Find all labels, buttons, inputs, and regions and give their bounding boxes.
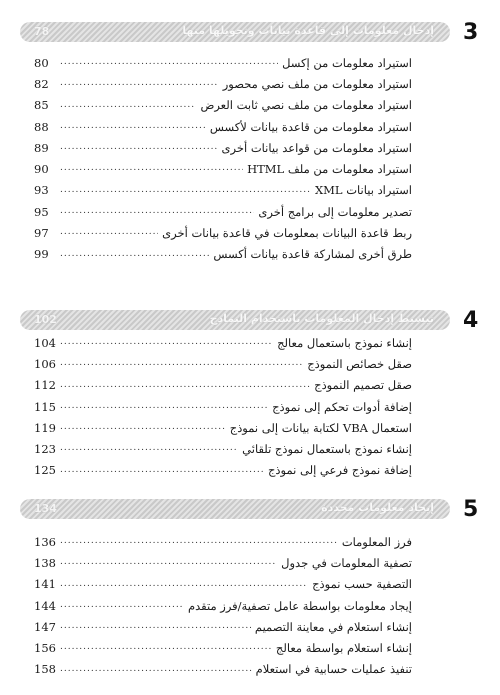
entry-page-number-wrap	[34, 120, 52, 134]
entry-page-number: 95	[34, 204, 49, 219]
chapter-title: إدخال معلومات إلى قاعدة بيانات وتحويلها منها	[182, 24, 434, 37]
entry-title: استيراد معلومات من ملف نصي محصور	[219, 77, 412, 91]
chapter-title: تبسيط إدخال المعلومات باستخدام النماذج	[209, 312, 434, 325]
toc-entry[interactable]	[34, 73, 412, 94]
entry-page-number-wrap	[34, 56, 52, 70]
toc-entry[interactable]	[34, 201, 412, 222]
chapter-number: 3	[463, 20, 479, 45]
entry-page-number-wrap	[34, 442, 59, 456]
entry-title: فرز المعلومات	[338, 535, 412, 549]
entry-title: طرق أخرى لمشاركة قاعدة بيانات أكسس	[209, 247, 412, 261]
entry-page-number-wrap	[34, 556, 59, 570]
entry-page-number-wrap	[34, 599, 59, 613]
entry-page-number: 138	[34, 555, 56, 570]
toc-entry[interactable]	[34, 396, 412, 417]
entry-page-number-wrap	[34, 620, 59, 634]
toc-entry[interactable]	[34, 222, 412, 243]
toc-entry[interactable]	[34, 95, 412, 116]
chapter-entries	[34, 52, 412, 265]
entry-page-number-wrap	[34, 463, 59, 477]
entry-title: استيراد معلومات من ملف HTML	[243, 162, 412, 176]
entry-page-number: 106	[34, 356, 56, 371]
entry-page-number-wrap	[34, 357, 59, 371]
entry-page-number: 104	[34, 335, 56, 350]
entry-page-number: 125	[34, 463, 56, 478]
entry-page-number: 119	[34, 420, 56, 435]
chapter-number: 4	[463, 308, 479, 333]
chapter-header-bar	[20, 310, 450, 330]
entry-title: إضافة أدوات تحكم إلى نموذج	[268, 400, 412, 414]
entry-title: استعمال VBA لكتابة بيانات إلى نموذج	[226, 421, 412, 435]
entry-title: صقل تصميم النموذج	[310, 378, 412, 392]
toc-entry[interactable]	[34, 595, 412, 616]
toc-entry[interactable]	[34, 375, 412, 396]
entry-page-number: 112	[34, 378, 56, 393]
entry-page-number-wrap	[34, 183, 52, 197]
entry-page-number-wrap	[34, 336, 59, 350]
entry-page-number: 141	[34, 577, 56, 592]
entry-title: إيجاد معلومات بواسطة عامل تصفية/فرز متقدم	[184, 599, 412, 613]
entry-page-number: 115	[34, 399, 56, 414]
chapter-entries	[34, 531, 412, 680]
toc-entry[interactable]	[34, 659, 412, 680]
toc-entry[interactable]	[34, 244, 412, 265]
chapter-page-number: 78	[34, 25, 50, 38]
chapter-header-bar	[20, 499, 450, 519]
chapter-header-bar	[20, 22, 450, 42]
entry-page-number-wrap	[34, 141, 52, 155]
entry-page-number: 123	[34, 442, 56, 457]
toc-entry[interactable]	[34, 332, 412, 353]
entry-page-number-wrap	[34, 535, 59, 549]
toc-entry[interactable]	[34, 158, 412, 179]
entry-page-number: 89	[34, 140, 49, 155]
entry-page-number-wrap	[34, 98, 52, 112]
toc-entry[interactable]	[34, 574, 412, 595]
toc-entry[interactable]	[34, 552, 412, 573]
entry-title: التصفية حسب نموذج	[308, 577, 412, 591]
entry-title: إنشاء نموذج باستعمال معالج	[273, 336, 412, 350]
entry-page-number: 158	[34, 662, 56, 677]
entry-title: تصفية المعلومات في جدول	[277, 556, 412, 570]
toc-entry[interactable]	[34, 180, 412, 201]
entry-page-number: 88	[34, 119, 49, 134]
entry-page-number: 85	[34, 98, 49, 113]
entry-page-number-wrap	[34, 162, 52, 176]
entry-page-number: 136	[34, 534, 56, 549]
entry-page-number: 90	[34, 162, 49, 177]
entry-page-number-wrap	[34, 577, 59, 591]
chapter-entries	[34, 332, 412, 481]
entry-page-number: 97	[34, 226, 49, 241]
entry-title: تصدير معلومات إلى برامج أخرى	[254, 205, 412, 219]
chapter-title: إيجاد معلومات محددة	[321, 501, 434, 514]
toc-entry[interactable]	[34, 460, 412, 481]
entry-title: استيراد معلومات من إكسل	[278, 56, 412, 70]
entry-page-number: 82	[34, 76, 49, 91]
entry-page-number: 147	[34, 619, 56, 634]
toc-entry[interactable]	[34, 531, 412, 552]
entry-title: إضافة نموذج فرعي إلى نموذج	[264, 463, 412, 477]
entry-title: استيراد معلومات من ملف نصي ثابت العرض	[196, 98, 412, 112]
entry-title: صقل خصائص النموذج	[303, 357, 412, 371]
entry-page-number: 93	[34, 183, 49, 198]
entry-page-number-wrap	[34, 77, 52, 91]
entry-page-number-wrap	[34, 421, 59, 435]
toc-entry[interactable]	[34, 52, 412, 73]
entry-page-number-wrap	[34, 378, 59, 392]
entry-page-number: 156	[34, 641, 56, 656]
entry-title: إنشاء نموذج باستعمال نموذج تلقائي	[238, 442, 412, 456]
toc-entry[interactable]	[34, 637, 412, 658]
chapter-number: 5	[463, 497, 479, 522]
entry-title: استيراد معلومات من قاعدة بيانات لأكسس	[206, 120, 412, 134]
entry-title: استيراد بيانات XML	[311, 183, 412, 197]
toc-entry[interactable]	[34, 353, 412, 374]
chapter-page-number: 134	[34, 502, 57, 515]
entry-title: إنشاء استعلام بواسطة معالج	[272, 641, 412, 655]
toc-entry[interactable]	[34, 616, 412, 637]
toc-entry[interactable]	[34, 417, 412, 438]
entry-page-number-wrap	[34, 226, 52, 240]
entry-page-number-wrap	[34, 400, 59, 414]
entry-page-number: 144	[34, 598, 56, 613]
toc-entry[interactable]	[34, 137, 412, 158]
entry-page-number: 99	[34, 247, 49, 262]
entry-page-number-wrap	[34, 205, 52, 219]
entry-title: إنشاء استعلام في معاينة التصميم	[251, 620, 412, 634]
entry-title: استيراد معلومات من قواعد بيانات أخرى	[218, 141, 412, 155]
entry-page-number-wrap	[34, 247, 52, 261]
entry-page-number-wrap	[34, 662, 59, 676]
entry-page-number: 80	[34, 55, 49, 70]
toc-entry[interactable]	[34, 438, 412, 459]
chapter-page-number: 102	[34, 313, 57, 326]
entry-title: تنفيذ عمليات حسابية في استعلام	[252, 662, 412, 676]
toc-entry[interactable]	[34, 116, 412, 137]
entry-page-number-wrap	[34, 641, 59, 655]
entry-title: ربط قاعدة البيانات بمعلومات في قاعدة بيانات أخرى	[158, 226, 412, 240]
